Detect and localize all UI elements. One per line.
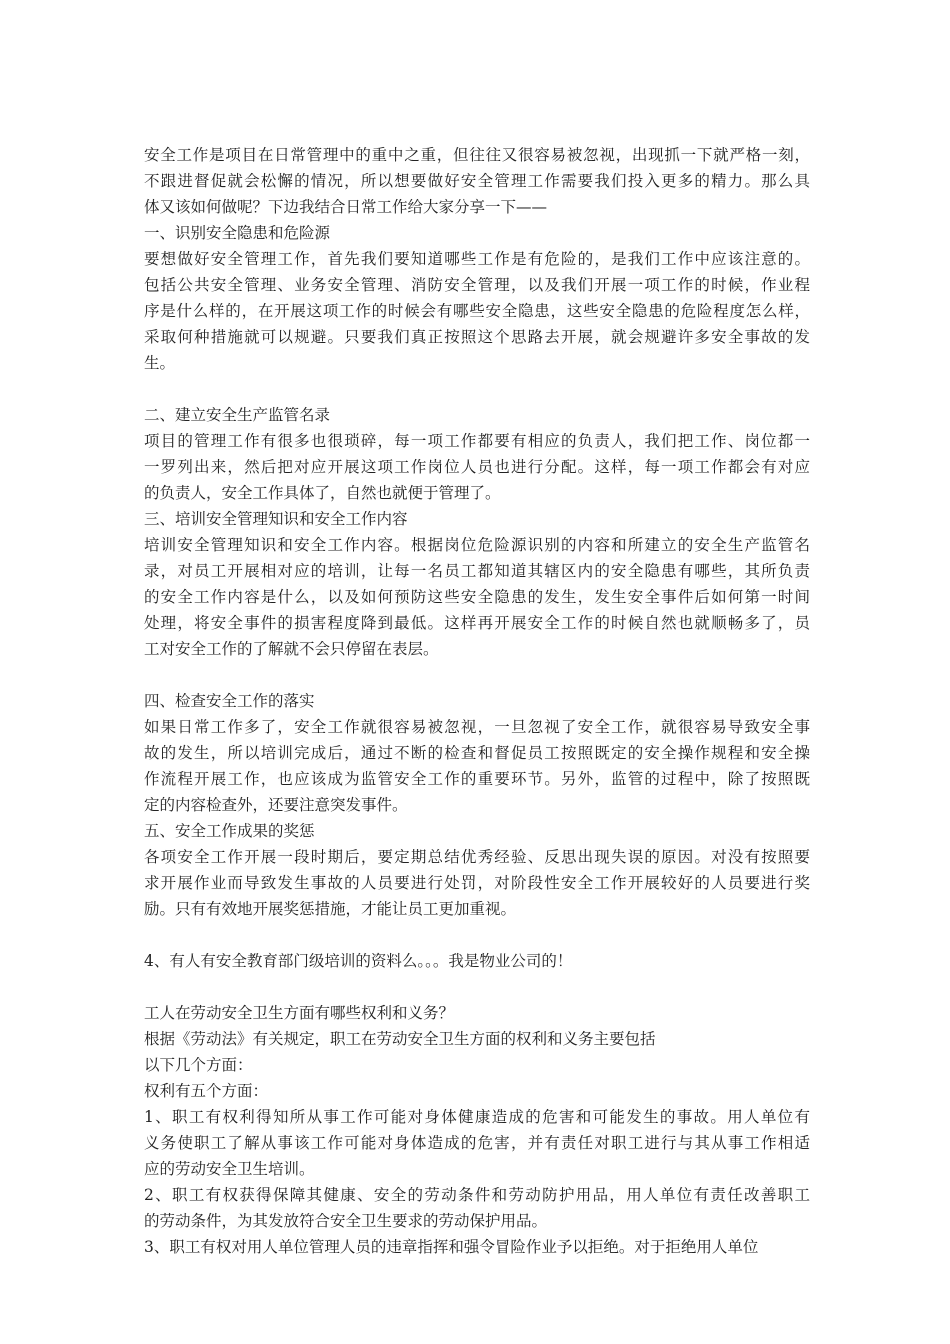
text-line: 项目的管理工作有很多也很琐碎，每一项工作都要有相应的负责人，我们把工作、岗位都一 (144, 432, 810, 450)
text-line: 包括公共安全管理、业务安全管理、消防安全管理，以及我们开展一项工作的时候，作业程 (144, 276, 810, 294)
text-line: 3、职工有权对用人单位管理人员的违章指挥和强令冒险作业予以拒绝。对于拒绝用人单位 (144, 1238, 759, 1256)
text-line: 作流程开展工作，也应该成为监管安全工作的重要环节。另外，监管的过程中，除了按照既 (144, 770, 810, 788)
text-line: 要想做好安全管理工作，首先我们要知道哪些工作是有危险的，是我们工作中应该注意的。 (144, 250, 810, 268)
text-line: 的劳动条件，为其发放符合安全卫生要求的劳动保护用品。 (144, 1212, 548, 1230)
text-line: 五、安全工作成果的奖惩 (144, 822, 315, 840)
text-line: 录，对员工开展相对应的培训，让每一名员工都知道其辖区内的安全隐患有哪些，其所负责 (144, 562, 810, 580)
text-line: 权利有五个方面： (144, 1082, 269, 1100)
text-line: 根据《劳动法》有关规定，职工在劳动安全卫生方面的权利和义务主要包括 (144, 1030, 656, 1048)
text-line: 工人在劳动安全卫生方面有哪些权利和义务？ (144, 1004, 455, 1022)
blank-line (144, 376, 810, 402)
text-line: 的安全工作内容是什么，以及如何预防这些安全隐患的发生，发生安全事件后如何第一时间 (144, 588, 810, 606)
text-line: 1、职工有权利得知所从事工作可能对身体健康造成的危害和可能发生的事故。用人单位有 (144, 1108, 810, 1126)
blank-line (144, 662, 810, 688)
text-line: 采取何种措施就可以规避。只要我们真正按照这个思路去开展，就会规避许多安全事故的发 (144, 328, 810, 346)
text-line: 如果日常工作多了，安全工作就很容易被忽视，一旦忽视了安全工作，就很容易导致安全事 (144, 718, 810, 736)
text-line: 不跟进督促就会松懈的情况，所以想要做好安全管理工作需要我们投入更多的精力。那么具 (144, 172, 810, 190)
text-line: 求开展作业而导致发生事故的人员要进行处罚，对阶段性安全工作开展较好的人员要进行奖 (144, 874, 810, 892)
text-line: 三、培训安全管理知识和安全工作内容 (144, 510, 408, 528)
document-body (144, 142, 810, 1260)
text-line: 2、职工有权获得保障其健康、安全的劳动条件和劳动防护用品，用人单位有责任改善职工 (144, 1186, 810, 1204)
text-line: 定的内容检查外，还要注意突发事件。 (144, 796, 408, 814)
text-line: 以下几个方面： (144, 1056, 253, 1074)
text-line: 一、识别安全隐患和危险源 (144, 224, 331, 242)
text-line: 各项安全工作开展一段时期后，要定期总结优秀经验、反思出现失误的原因。对没有按照要 (144, 848, 810, 866)
text-line: 四、检查安全工作的落实 (144, 692, 315, 710)
text-line: 一罗列出来，然后把对应开展这项工作岗位人员也进行分配。这样，每一项工作都会有对应 (144, 458, 810, 476)
text-line: 序是什么样的，在开展这项工作的时候会有哪些安全隐患，这些安全隐患的危险程度怎么样， (144, 302, 810, 320)
blank-line (144, 922, 810, 948)
text-line: 4、有人有安全教育部门级培训的资料么。。。我是物业公司的！ (144, 952, 573, 970)
text-line: 生。 (144, 354, 176, 372)
text-line: 义务使职工了解从事该工作可能对身体造成的危害，并有责任对职工进行与其从事工作相适 (144, 1134, 810, 1152)
text-line: 体又该如何做呢？下边我结合日常工作给大家分享一下—— (144, 198, 548, 216)
text-line: 处理，将安全事件的损害程度降到最低。这样再开展安全工作的时候自然也就顺畅多了，员 (144, 614, 810, 632)
text-line: 应的劳动安全卫生培训。 (144, 1160, 315, 1178)
text-line: 培训安全管理知识和安全工作内容。根据岗位危险源识别的内容和所建立的安全生产监管名 (144, 536, 810, 554)
text-line: 二、建立安全生产监管名录 (144, 406, 331, 424)
text-line: 工对安全工作的了解就不会只停留在表层。 (144, 640, 439, 658)
text-line: 故的发生，所以培训完成后，通过不断的检查和督促员工按照既定的安全操作规程和安全操 (144, 744, 810, 762)
text-line: 的负责人，安全工作具体了，自然也就便于管理了。 (144, 484, 501, 502)
text-line: 安全工作是项目在日常管理中的重中之重，但往往又很容易被忽视，出现抓一下就严格一刻， (144, 146, 810, 164)
text-line: 励。只有有效地开展奖惩措施，才能让员工更加重视。 (144, 900, 517, 918)
blank-line (144, 974, 810, 1000)
